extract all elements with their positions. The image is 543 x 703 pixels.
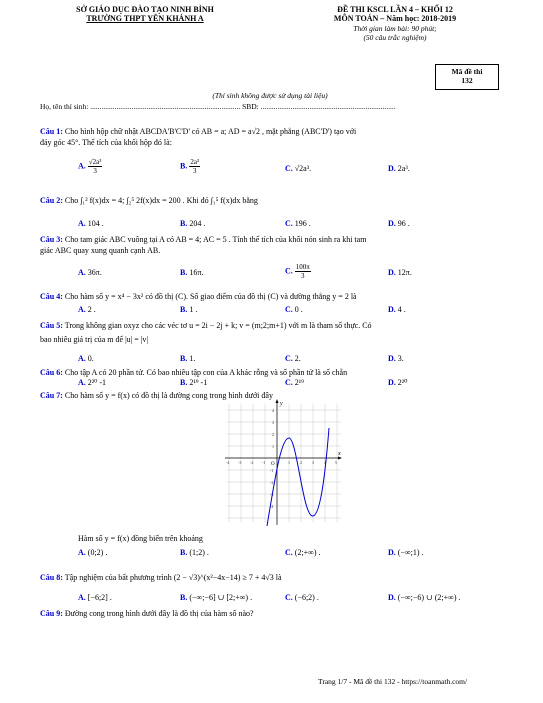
question-label: Câu 4: <box>40 292 63 301</box>
x-tick: -2 <box>250 460 254 465</box>
x-tick: -4 <box>226 460 230 465</box>
question-label: Câu 1: <box>40 127 63 136</box>
note-line: (Thí sinh không được sử dụng tài liệu) <box>212 91 328 100</box>
question-text: Đường cong trong hình dưới đây là đồ thị của hàm số nào? <box>64 609 254 618</box>
question-2 <box>40 196 258 206</box>
x-tick: 3 <box>312 460 314 465</box>
option-c[interactable]: C. (−6;2) . <box>285 593 319 602</box>
question-text: Cho tam giác ABC vuông tại A có AB = 4; AC = 5 . Tính thể tích của khối nón sinh ra khi tam <box>64 235 367 244</box>
y-tick: -1 <box>270 468 274 473</box>
function-curve <box>267 428 329 526</box>
question-1 <box>40 127 356 137</box>
y-tick: 2 <box>272 432 274 437</box>
question-text: Cho hình hộp chữ nhật ABCDA'B'C'D' có AB = a; AD = a√2 , mặt phẳng (ABC'D') tạo với <box>64 127 357 136</box>
option-a[interactable]: A. (0;2) . <box>78 548 108 557</box>
question-9 <box>40 609 254 619</box>
option-d[interactable]: D. 12π. <box>388 268 412 277</box>
question-label: Câu 3: <box>40 235 63 244</box>
option-a[interactable]: A. 2 . <box>78 305 96 314</box>
option-d[interactable]: D. (−∞;−6) ∪ (2;+∞) . <box>388 593 461 602</box>
option-d[interactable]: D. 3. <box>388 354 404 363</box>
option-d[interactable]: D. 2²⁰ <box>388 378 408 387</box>
question-label: Câu 9: <box>40 609 63 618</box>
option-b[interactable]: B. (−∞;−6] ∪ [2;+∞) . <box>180 593 253 602</box>
option-c[interactable]: C. 2¹⁹ <box>285 378 304 387</box>
option-a[interactable]: A. 36π. <box>78 268 102 277</box>
exam-title: ĐỀ THI KSCL LẦN 4 – KHỐI 12 <box>337 5 453 14</box>
option-d[interactable]: D. 96 . <box>388 219 410 228</box>
time-line: Thời gian làm bài: 90 phút; <box>353 24 437 33</box>
school-name: TRƯỜNG THPT YÊN KHÁNH A <box>86 14 204 23</box>
y-tick: -3 <box>270 492 274 497</box>
y-tick: 1 <box>272 444 274 449</box>
option-d[interactable]: D. 2a³. <box>388 164 410 173</box>
x-tick: 5 <box>335 460 337 465</box>
exam-code-label: Mã đề thi <box>451 67 483 76</box>
question-text: Cho ∫₁² f(x)dx = 4; ∫₂⁵ 2f(x)dx = 200 . Khi đó ∫₁⁵ f(x)dx bằng <box>64 196 258 205</box>
subject-line: MÔN TOÁN – Năm học: 2018-2019 <box>333 14 457 23</box>
department-name: SỞ GIÁO DỤC ĐÀO TẠO NINH BÌNH <box>76 5 214 14</box>
y-axis-arrow <box>276 399 279 403</box>
option-b[interactable]: B. 1. <box>180 354 196 363</box>
question-label: Câu 8: <box>40 573 63 582</box>
question-1-line2: đáy góc 45°. Thể tích của khối hộp đó là: <box>40 138 172 147</box>
question-3-line2: giác ABC quay xung quanh cạnh AB. <box>40 246 161 255</box>
x-tick: 1 <box>288 460 290 465</box>
question-7-after: Hàm số y = f(x) đồng biến trên khoảng <box>78 534 203 543</box>
question-5-line2: bao nhiêu giá trị của m để |u| = |v| <box>40 335 148 344</box>
candidate-name-line: Họ, tên thí sinh: ................................................................................ SBD: ........................................................................ <box>40 102 396 111</box>
option-a[interactable]: A. [−6;2] . <box>78 593 112 602</box>
question-text: Tập nghiệm của bất phương trình (2 − √3)^(x²−4x−14) ≥ 7 + 4√3 là <box>64 573 282 582</box>
option-c[interactable]: C. 0 . <box>285 305 303 314</box>
option-a[interactable]: A. 0. <box>78 354 94 363</box>
option-b[interactable]: B. 204 . <box>180 219 206 228</box>
option-b[interactable]: B. 1 . <box>180 305 198 314</box>
question-text: Trong không gian oxyz cho các véc tơ u = 2i − 2j + k; v = (m;2;m+1) với m là tham số thực. Có <box>64 321 372 330</box>
option-a[interactable]: A. 104 . <box>78 219 104 228</box>
exam-code: 132 <box>461 76 473 85</box>
question-text: Cho hàm số y = x⁴ − 3x² có đồ thị (C). Số giao điểm của đồ thị (C) và đường thẳng y = 2 là <box>64 292 357 301</box>
y-tick: -2 <box>270 480 274 485</box>
option-b[interactable]: B. (1;2) . <box>180 548 209 557</box>
option-c[interactable]: C. 196 . <box>285 219 311 228</box>
x-axis-label: x <box>338 451 341 457</box>
question-text: Cho hàm số y = f(x) có đồ thị là đường cong trong hình dưới đây <box>64 391 273 400</box>
origin-label: O <box>271 462 275 467</box>
option-c[interactable]: C. √2a³. <box>285 164 312 173</box>
question-label: Câu 2: <box>40 196 63 205</box>
question-8 <box>40 573 282 583</box>
question-6 <box>40 368 347 378</box>
question-text: Cho tập A có 20 phần tử. Có bao nhiêu tập con của A khác rỗng và số phần tử là số chẵn <box>64 368 348 377</box>
question-label: Câu 5: <box>40 321 63 330</box>
question-1-options <box>0 160 543 182</box>
option-c[interactable]: C. (2;+∞) . <box>285 548 321 557</box>
y-tick: 3 <box>272 420 274 425</box>
option-b[interactable]: B. $\frac{\text{2a³}}{3}$ <box>180 158 200 175</box>
option-a[interactable]: A. $\frac{\text{√2a³}}{3}$ <box>78 158 102 175</box>
question-3-options <box>0 263 543 286</box>
y-tick: 4 <box>272 408 274 413</box>
x-tick: -3 <box>238 460 242 465</box>
function-graph <box>225 398 343 526</box>
y-axis-label: y <box>280 401 283 407</box>
page-footer: Trang 1/7 - Mã đề thi 132 - https://toanmath.com/ <box>318 677 468 686</box>
option-c[interactable]: C. $\frac{100\pi}{3}$ <box>285 263 310 280</box>
question-3 <box>40 235 366 245</box>
x-tick: 4 <box>324 460 326 465</box>
option-b[interactable]: B. 16π. <box>180 268 204 277</box>
question-label: Câu 7: <box>40 391 63 400</box>
exam-code-box <box>435 64 499 90</box>
x-tick: 2 <box>300 460 302 465</box>
y-tick: -4 <box>270 504 274 509</box>
x-tick: -1 <box>262 460 266 465</box>
question-5 <box>40 321 372 331</box>
option-b[interactable]: B. 2¹⁹ -1 <box>180 378 208 387</box>
option-c[interactable]: C. 2. <box>285 354 301 363</box>
question-label: Câu 6: <box>40 368 63 377</box>
question-4 <box>40 292 357 302</box>
question-count: (50 câu trắc nghiệm) <box>363 33 427 42</box>
option-a[interactable]: A. 2²⁰ -1 <box>78 378 107 387</box>
option-d[interactable]: D. (−∞;1) . <box>388 548 424 557</box>
option-d[interactable]: D. 4 . <box>388 305 406 314</box>
x-tick-labels <box>226 460 337 465</box>
